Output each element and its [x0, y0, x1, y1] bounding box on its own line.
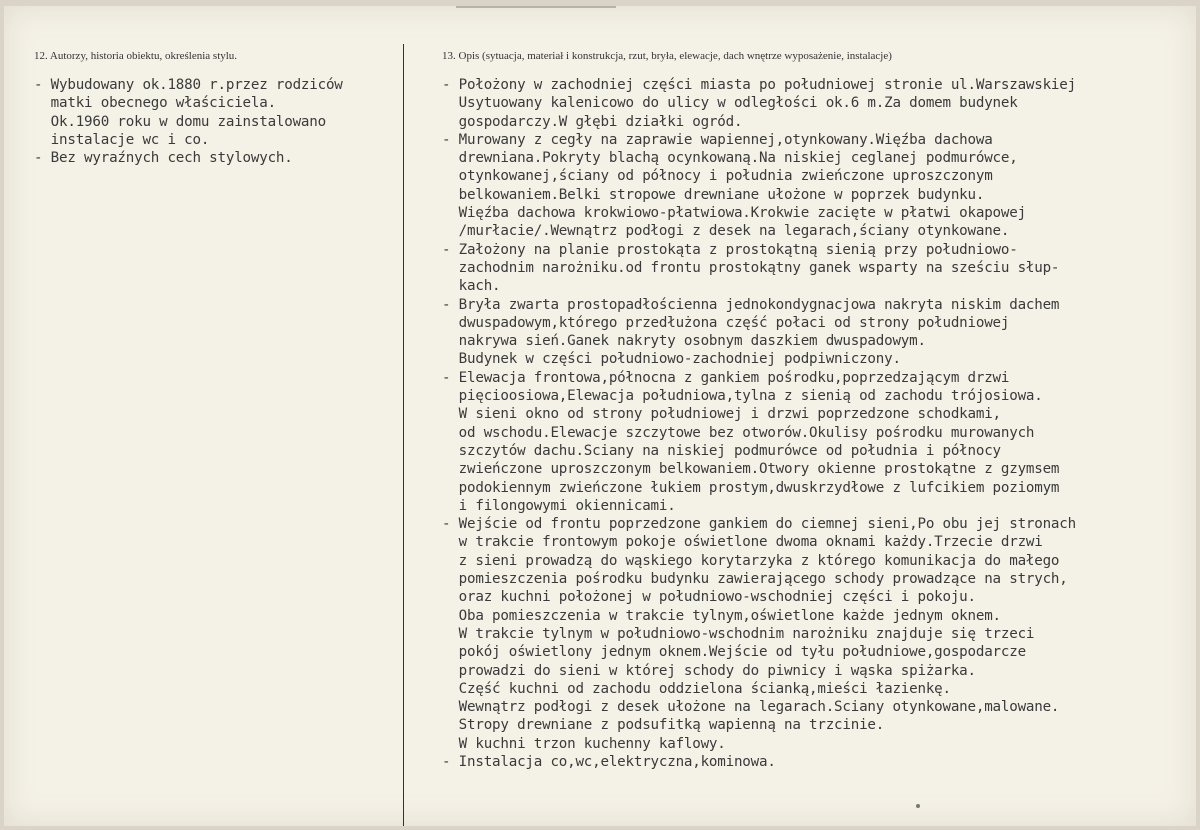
column-divider — [403, 44, 404, 826]
top-rule — [456, 6, 616, 8]
paper-speck — [916, 804, 920, 808]
section-13-text: - Położony w zachodniej części miasta po południowej stronie ul.Warszawskiej Usytuowany kalenicowo do ulicy w odległości ok.6 m.Za domem budynek gospodarczy.W głębi działki ogród. - Murowany z cegły na zaprawie wapiennej,otynkowany.Więźba dachowa drewniana.Pokryty blachą ocynkowaną.Na niskiej ceglanej podmurówce, otynkowanej,ściany od północy i południa zwieńczone uproszczonym belkowaniem.Belki stropowe drewniane ułożone w poprzek budynku. Więźba dachowa krokwiowo-płatwiowa.Krokwie zacięte w płatwi okapowej /murłacie/.Wewnątrz podłogi z desek na legarach,ściany otynkowane. - Założony na planie prostokąta z prostokątną sienią przy południowo- zachodnim narożniku.od frontu prostokątny ganek wsparty na sześciu słup- kach. - Bryła zwarta prostopadłościenna jednokondygnacjowa nakryta niskim dachem dwuspadowym,którego przedłużona część połaci od strony południowej nakrywa sień.Ganek nakryty osobnym daszkiem dwuspadowym. Budynek w części południowo-zachodniej podpiwniczony. - Elewacja frontowa,północna z gankiem pośrodku,poprzedzającym drzwi pięcioosiowa,Elewacja południowa,tylna z sienią od zachodu trójosiowa. W sieni okno od strony południowej i drzwi poprzedzone schodkami, od wschodu.Elewacje szczytowe bez otworów.Okulisy pośrodku murowanych szczytów dachu.Sciany na niskiej podmurówce od południa i północy zwieńczone uproszczonym belkowaniem.Otwory okienne prostokątne z gzymsem podokiennym zwieńczone łukiem prostym,dwuskrzydłowe z lufcikiem poziomym i filongowymi okiennicami. - Wejście od frontu poprzedzone gankiem do ciemnej sieni,Po obu jej stronach w trakcie frontowym pokoje oświetlone dwoma oknami każdy.Trzecie drzwi z sieni prowadzą do wąskiego korytarzyka z którego komunikacja do małego pomieszczenia pośrodku budynku zawierającego schody prowadzące na strych, oraz kuchni położonej w południowo-wschodniej części i pokoju. Oba pomieszczenia w trakcie tylnym,oświetlone każde jednym oknem. W trakcie tylnym w południowo-wschodnim narożniku znajduje się trzeci pokój oświetlony jednym oknem.Wejście od tyłu południowe,gospodarcze prowadzi do sieni w której schody do piwnicy i wąska spiżarka. Część kuchni od zachodu oddzielona ścianką,mieści łazienkę. Wewnątrz podłogi z desek ułożone na legarach.Sciany otynkowane,malowane. Stropy drewniane z podsufitką wapienną na trzcinie. W kuchni trzon kuchenny kaflowy. - Instalacja co,wc,elektryczna,kominowa. — [442, 77, 1076, 770]
section-13-heading: 13. Opis (sytuacja, materiał i konstrukcja, rzut, bryła, elewacje, dach wnętrze wyposażenie, instalacje) — [442, 50, 892, 62]
record-card — [4, 6, 1196, 826]
section-12-text: - Wybudowany ok.1880 r.przez rodziców matki obecnego właściciela. Ok.1960 roku w domu zainstalowano instalacje wc i co. - Bez wyraźnych cech stylowych. — [34, 77, 343, 167]
section-12-heading: 12. Autorzy, historia obiektu, określenia stylu. — [34, 50, 238, 62]
